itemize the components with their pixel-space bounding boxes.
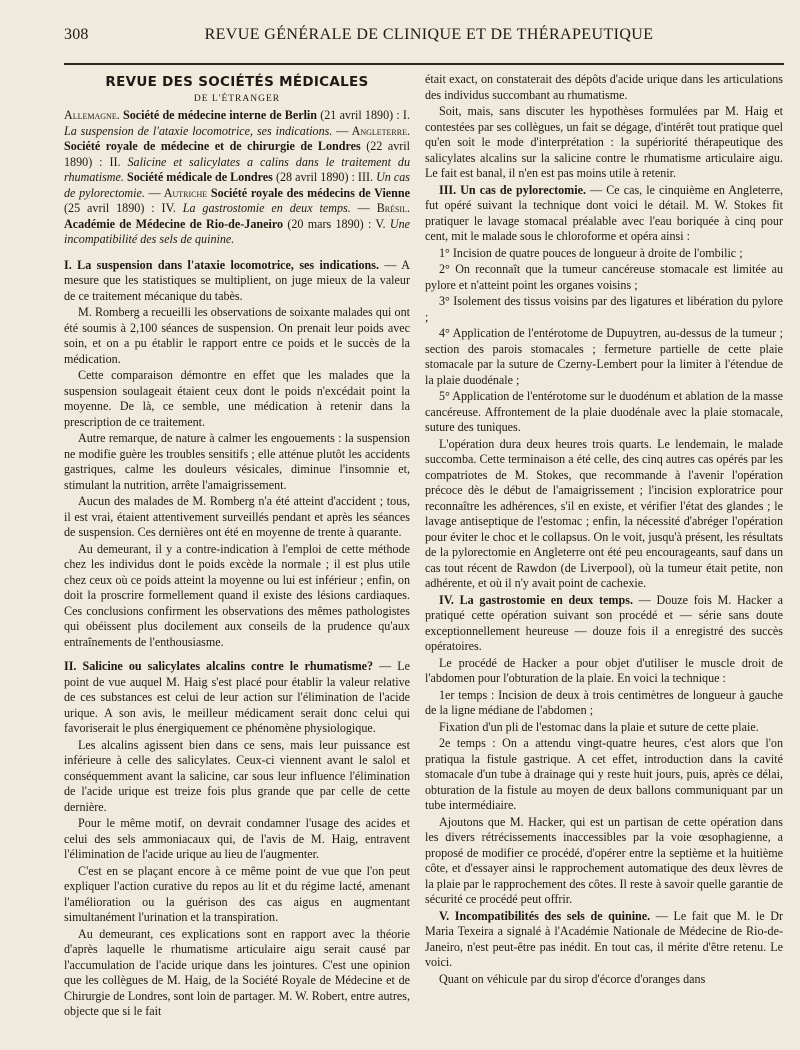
summary-society-3: Société médicale de Londres	[126, 170, 273, 184]
summary-date-5: (20 mars 1890) : V.	[287, 216, 386, 231]
summary-topic-5: Une incompatibilité des sels de quinine.	[64, 216, 411, 246]
section-i-paragraph	[64, 258, 410, 305]
section-v-intro: — Le fait que M. le Dr Maria Texeira a signalé à l'Académie Nationale de Médecine de Rio-de-Janeiro, n'est peut-être pas inédit. En tout cas, il mérite d'être retenu. Le voici.	[425, 908, 783, 969]
section-iii-heading: III. Un cas de pylorectomie.	[439, 182, 587, 197]
paragraph: Autre remarque, de nature à calmer les engouements : la suspension ne modifie guère les troubles sensitifs ; elle atténue plutôt les accidents gastriques, calme les douleurs vésicales, diminue l'insomnie et, stimulant la nutrition, arrête l'amaigrissement.	[64, 431, 410, 492]
paragraph: Pour le même motif, on devrait condamner l'usage des acides et celui des sels ammoniacaux qui, de l'avis de M. Haig, entravent l'élimination de l'acide urique au lieu de l'augmenter.	[64, 816, 410, 861]
summary-country-5: — Brésil.	[357, 201, 411, 215]
paragraph: était exact, on constaterait des dépôts d'acide urique dans les articulations des individus succombant au rhumatisme.	[425, 72, 783, 102]
paragraph: Ajoutons que M. Hacker, qui est un partisan de cette opération dans les divers rétrécissements inaccessibles par la voie œsophagienne, a proposé de modifier ce procédé, d'opérer entre la septième et la huitième côte, et d'essayer ainsi le rapprochement automatique des deux lèvres de la plaie par le rapprochement des côtes. Il reste à savoir quelle garantie de sécurité ce procédé peut offrir.	[425, 814, 783, 906]
section-i-intro: — A mesure que les statistiques se multiplient, on juge mieux de la valeur de ce traitement mécanique du tabès.	[64, 257, 410, 303]
list-item: 1° Incision de quatre pouces de longueur à droite de l'ombilic ;	[439, 245, 743, 260]
paragraph: C'est en se plaçant encore à ce même point de vue que l'on peut expliquer l'action curative du repos au lit et du régime lacté, amenant l'amélioration ou la guérison des cas aigus en augmentant simultanément l'urination et la transpiration.	[64, 863, 410, 924]
paragraph: Cette comparaison démontre en effet que les malades que la suspension soulageait étaient ceux dont le poids n'excédait point la moyenne. De là, ce semble, une médication à retenir dans la prescription de ce traitement.	[64, 368, 410, 429]
summary-society-5: Académie de Médecine de Rio-de-Janeiro	[64, 216, 284, 231]
journal-title: REVUE GÉNÉRALE DE CLINIQUE ET DE THÉRAPEUTIQUE	[204, 26, 654, 43]
summary-country-1: Allemagne.	[64, 108, 120, 122]
section-iii-paragraph	[425, 183, 783, 245]
left-column	[64, 75, 410, 1021]
list-item: 2° On reconnaît que la tumeur cancéreuse stomacale est limitée au pylore et n'atteint point les organes voisins ;	[425, 262, 783, 292]
paragraph: M. Romberg a recueilli les observations de soixante malades qui ont été soumis à 2,100 séances de suspension. On prenait leur poids avec soin, et on a pu établir le rapport entre ce poids et le succès de la médication.	[64, 305, 410, 366]
spacer	[64, 651, 410, 659]
section-title: REVUE DES SOCIÉTÉS MÉDICALES	[105, 74, 369, 90]
paragraph: Les alcalins agissent bien dans ce sens, mais leur puissance est inférieure à celle des salicylates. Ceux-ci viennent avant le salol et conséquemment avant la salicine, car sous leur influence l'élimination de l'acide urique est treize fois plus grande que par celle de cette dernière.	[64, 737, 410, 814]
summary-country-4: — Autriche	[148, 185, 208, 200]
summary-date-2: (22 avril 1890) : II.	[64, 139, 410, 169]
header-rule	[64, 63, 784, 65]
paragraph: Aucun des malades de M. Romberg n'a été atteint d'accident ; tous, il est vrai, étaient attentivement surveillés pendant et après les séances de suspension. Ces dernières ont été en moyenne de trente à quarante.	[64, 494, 410, 539]
section-iv-intro: — Douze fois M. Hacker a pratiqué cette opération suivant son procédé et — série sans doute exceptionnellement heureuse — douze fois il a enregistré des succès opératoires.	[425, 592, 783, 653]
list-item: Fixation d'un pli de l'estomac dans la plaie et suture de cette plaie.	[439, 719, 759, 734]
paragraph: Au demeurant, il y a contre-indication à l'emploi de cette méthode chez les individus dont le poids excède la normale ; il est plus utile chez ceux où ce poids atteint la moyenne ou lui est inférieur ; enfin, on doit la proscrire formellement quand il existe des lésions cardiaques. Ces conclusions confirment les observations des mêmes pathologistes qui obéissent plus docilement aux conseils de la prudence qu'aux entraînements de l'enthousiasme.	[64, 541, 410, 649]
summary-society-2: Société royale de médecine et de chirurgie de Londres	[64, 139, 361, 153]
section-ii-paragraph	[64, 659, 410, 737]
section-iii-intro: — Ce cas, le cinquième en Angleterre, fut opéré suivant la technique dont voici le détail. M. W. Stokes fit pratiquer le lavage stomacal préalable avec l'eau boriquée à cinq pour cent, mit le malade sous le chloroforme et opéra ainsi :	[425, 182, 783, 243]
section-subtitle: DE L'ÉTRANGER	[193, 93, 281, 104]
summary-topic-2: Salicine et salicylates a calins dans le traitement du rhumatisme.	[64, 154, 410, 184]
section-iv-paragraph	[425, 593, 783, 655]
paragraph: Soit, mais, sans discuter les hypothèses formulées par M. Haig et contestées par ses collègues, un fait se dégage, d'intérêt tout pratique quel qu'en soit le mode d'interprétation : la supériorité thérapeutique des salicylates alcalins sur la salicine contre le rhumatisme articulaire aigu. Le fait est banal, il n'en est pas moins utile à retenir.	[425, 104, 783, 180]
summary-topic-3: Un cas de pylorectomie.	[64, 170, 411, 200]
list-item: 5° Application de l'entérotome sur le duodénum et ablation de la masse cancéreuse. Affrontement de la plaie duodénale avec la plaie stomacale, suture des tuniques.	[425, 389, 783, 434]
summary-topic-4: La gastrostomie en deux temps.	[182, 201, 351, 215]
summary-society-1: Société de médecine interne de Berlin	[122, 108, 318, 122]
paragraph: L'opération dura deux heures trois quarts. Le lendemain, le malade succomba. Cette terminaison a été celle, des cinq autres cas opérés par les compatriotes de M. Stokes, que recommande à l'avenir l'opération précoce dès le début de l'amaigrissement ; l'incision exploratrice pour reconnaître les adhérences, s'il en existe, et vérifier l'état des glandes ; le lavage antiseptique de l'estomac ; enfin, la nécessité d'abréger l'opération pour éviter le choc et le collapsus. On le voit, jusqu'à présent, les résultats de la pylorectomie en Angleterre ont été peu encourageants, sauf dans un cas tout récent de Rawdon (de Liverpool), où la tumeur était petite, non adhérente, et où il n'y avait point de cachexie.	[425, 436, 783, 590]
running-head	[64, 26, 764, 56]
paragraph: Au demeurant, ces explications sont en rapport avec la théorie d'après laquelle le rhumatisme articulaire aigu serait causé par l'accumulation de l'acide urique dans les jointures. C'est une opinion que les collègues de M. Haig, de la Société Royale de Médecine et de Chirurgie de Londres, sont loin de partager. M. W. Robert, entre autres, objecte que si le fait	[64, 926, 410, 1018]
summary-topic-1: La suspension de l'ataxie locomotrice, ses indications.	[64, 123, 333, 138]
summary-society-4: Société royale des médecins de Vienne	[210, 185, 410, 200]
summary	[64, 108, 410, 248]
paragraph: Le procédé de Hacker a pour objet d'utiliser le muscle droit de l'abdomen pour l'obturation de la plaie. En voici la technique :	[425, 655, 783, 685]
right-column	[425, 72, 783, 988]
list-item: 1er temps : Incision de deux à trois centimètres de longueur à gauche de la ligne médiane de l'abdomen ;	[425, 687, 783, 717]
list-item: 4° Application de l'entérotome de Dupuytren, au-dessus de la tumeur ; section des parois stomacales ; fermeture partielle de cette plaie stomacale par la suture de Czerny-Lembert pour la limiter à l'étendue de la plaie duodénale ;	[425, 326, 783, 387]
summary-date-3: (28 avril 1890) : III.	[275, 170, 374, 184]
section-iv-heading: IV. La gastrostomie en deux temps.	[439, 592, 633, 607]
page-number: 308	[64, 26, 89, 43]
summary-date-1: (21 avril 1890) : I.	[320, 108, 410, 122]
paragraph: Quant on véhicule par du sirop d'écorce d'oranges dans	[439, 971, 706, 986]
section-v-paragraph	[425, 909, 783, 971]
section-ii-heading: II. Salicine ou salicylates alcalins contre le rhumatisme?	[64, 659, 374, 673]
section-ii-intro: — Le point de vue auquel M. Haig s'est placé pour établir la valeur relative de ces substances est celui de leur action sur l'élimination de l'acide urique. A son avis, le meilleur médicament serait donc celui qui favoriserait le plus énergiquement ce phénomène physiologique.	[64, 659, 411, 735]
summary-country-2: — Angleterre.	[336, 123, 411, 138]
list-item: 2e temps : On a attendu vingt-quatre heures, c'est alors que l'on pratiqua la fistule gastrique. A cet effet, introduction dans la cavité stomacale d'un tube à drainage qui y reste huit jours, puis, après ce délai, obturation de la fistule au moyen de deux ballons communiquant par un tube intermédiaire.	[425, 736, 783, 812]
section-i-heading: I. La suspension dans l'ataxie locomotrice, ses indications.	[64, 257, 380, 272]
list-item: 3° Isolement des tissus voisins par des ligatures et libération du pylore ;	[425, 294, 783, 324]
summary-date-4: (25 avril 1890) : IV.	[64, 201, 176, 215]
section-v-heading: V. Incompatibilités des sels de quinine.	[439, 908, 651, 923]
